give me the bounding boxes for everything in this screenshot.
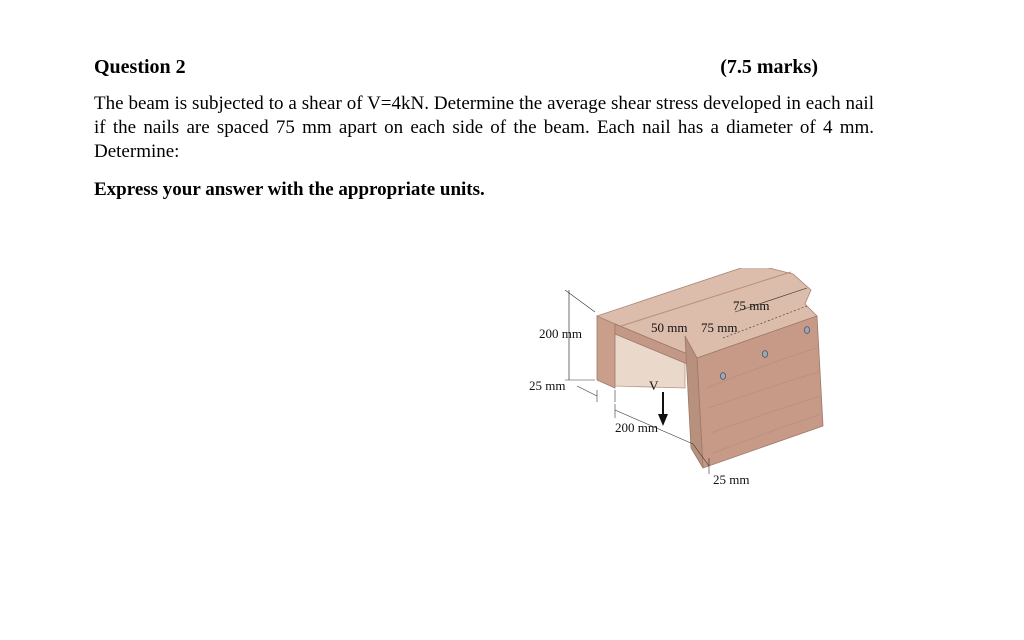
question-instruction: Express your answer with the appropriate units. <box>94 179 485 200</box>
dimension-line <box>565 290 595 312</box>
nail-icon <box>762 351 767 358</box>
dimension-label-200-left: 200 mm <box>539 326 582 341</box>
question-header <box>94 54 818 80</box>
dimension-line <box>577 386 597 396</box>
beam-left-web <box>597 316 615 388</box>
dimension-label-75-second: 75 mm <box>701 320 738 335</box>
beam-figure <box>525 268 825 498</box>
nail-icon <box>720 373 725 380</box>
dimension-label-25-left: 25 mm <box>529 378 566 393</box>
dimension-label-50: 50 mm <box>651 320 688 335</box>
dimension-label-200-bottom: 200 mm <box>615 420 658 435</box>
question-marks: (7.5 marks) <box>720 56 818 78</box>
beam-diagram <box>525 268 825 498</box>
shear-force-label: V <box>649 378 659 393</box>
dimension-label-75-top: 75 mm <box>733 298 770 313</box>
question-title: Question 2 <box>94 56 186 78</box>
arrow-down-icon <box>658 414 668 426</box>
dimension-label-25-bottom: 25 mm <box>713 472 750 487</box>
nail-icon <box>804 327 809 334</box>
question-body: The beam is subjected to a shear of V=4kN. Determine the average shear stress developed in each nail if the nails are spaced 75 mm apart on each side of the beam. Each nail has a diameter of 4 mm. Determine: <box>94 93 874 162</box>
